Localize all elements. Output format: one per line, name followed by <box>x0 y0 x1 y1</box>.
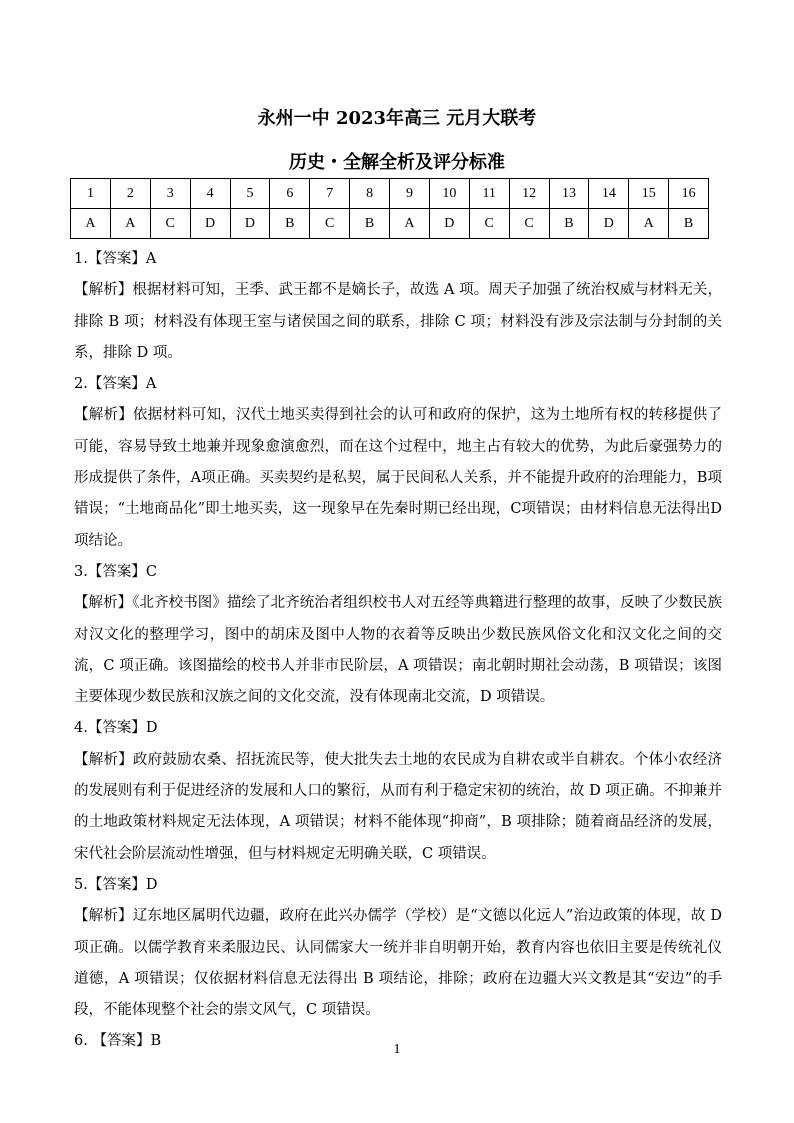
question-number: 3 <box>150 179 190 209</box>
answer-cell: D <box>230 209 270 239</box>
explanation-5: 【解析】辽东地区属明代边疆，政府在此兴办儒学（学校）是“文德以化远人”治边政策的体现，故 D 项正确。以儒学教育来柔服边民、认同儒家大一统并非自明朝开始，教育内容也依旧主要是传统礼仪道德，A 项错误；仅依据材料信息无法得出 B 项结论，排除；政府在边疆大兴文教是其“安边”的手段，不能体现整个社会的崇文风气，C 项错误。 <box>74 908 722 1019</box>
question-number: 16 <box>669 179 709 209</box>
answer-cell: D <box>190 209 230 239</box>
answer-cell: C <box>310 209 350 239</box>
question-number: 7 <box>310 179 350 209</box>
explanation-2: 【解析】依据材料可知，汉代土地买卖得到社会的认可和政府的保护，这为土地所有权的转移提供了可能，容易导致土地兼并现象愈演愈烈，而在这个过程中，地主占有较大的优势，为此后豪强势力的形成提供了条件，A项正确。买卖契约是私契，属于民间私人关系，并不能提升政府的治理能力，B项错误；“土地商品化”即土地买卖，这一现象早在先秦时期已经出现，C项错误；由材料信息无法得出D项结论。 <box>74 407 722 549</box>
question-number: 6 <box>270 179 310 209</box>
question-number: 5 <box>230 179 270 209</box>
question-number: 15 <box>629 179 669 209</box>
answer-line-6: 6. 【答案】B <box>74 1033 162 1050</box>
exam-subtitle: 历史・全解全析及评分标准 <box>289 152 505 173</box>
page-number: 1 <box>393 1042 401 1057</box>
answer-cell: C <box>150 209 190 239</box>
answer-cell: D <box>589 209 629 239</box>
question-number: 14 <box>589 179 629 209</box>
answer-cell: D <box>429 209 469 239</box>
answer-cell: C <box>469 209 509 239</box>
answer-cell: A <box>71 209 111 239</box>
answer-cell: C <box>509 209 549 239</box>
answer-explanations <box>74 244 722 1058</box>
answer-cell: B <box>669 209 709 239</box>
answer-table-answer-row <box>71 209 709 239</box>
answer-line-5: 5.【答案】D <box>74 876 158 893</box>
question-number: 1 <box>71 179 111 209</box>
answer-cell: A <box>390 209 430 239</box>
question-number: 11 <box>469 179 509 209</box>
answer-cell: A <box>629 209 669 239</box>
question-number: 8 <box>350 179 390 209</box>
question-number: 12 <box>509 179 549 209</box>
answer-line-1: 1.【答案】A <box>74 251 157 267</box>
answer-line-4: 4.【答案】D <box>74 720 158 737</box>
question-number: 13 <box>549 179 589 209</box>
question-number: 9 <box>390 179 430 209</box>
exam-title: 永州一中 2023年高三 元月大联考 <box>257 108 537 129</box>
explanation-4: 【解析】政府鼓励农桑、招抚流民等，使大批失去土地的农民成为自耕农或半自耕农。个体小农经济的发展则有利于促进经济的发展和人口的繁衍，从而有利于稳定宋初的统治，故 D 项正确。不抑兼并的土地政策材料规定无法体现，A 项错误；材料不能体现“抑商”，B 项排除；随着商品经济的发展，宋代社会阶层流动性增强，但与材料规定无明确关联，C 项错误。 <box>74 751 722 862</box>
answer-cell: B <box>270 209 310 239</box>
answer-cell: B <box>350 209 390 239</box>
answer-line-3: 3.【答案】C <box>74 563 157 580</box>
answer-table <box>70 178 709 239</box>
question-number: 2 <box>110 179 150 209</box>
question-number: 10 <box>429 179 469 209</box>
explanation-3: 【解析】《北齐校书图》描绘了北齐统治者组织校书人对五经等典籍进行整理的故事，反映了少数民族对汉文化的整理学习，图中的胡床及图中人物的衣着等反映出少数民族风俗文化和汉文化之间的交流，C 项正确。该图描绘的校书人并非市民阶层，A 项错误；南北朝时期社会动荡，B 项错误；该图主要体现少数民族和汉族之间的文化交流，没有体现南北交流，D 项错误。 <box>74 595 722 706</box>
answer-table-number-row <box>71 179 709 209</box>
explanation-1: 【解析】根据材料可知，王季、武王都不是嫡长子，故选 A 项。周天子加强了统治权威与材料无关，排除 B 项；材料没有体现王室与诸侯国之间的联系，排除 C 项；材料没有涉及宗法制与分封制的关系，排除 D 项。 <box>74 282 722 361</box>
answer-cell: A <box>110 209 150 239</box>
answer-line-2: 2.【答案】A <box>74 376 157 393</box>
answer-cell: B <box>549 209 589 239</box>
question-number: 4 <box>190 179 230 209</box>
